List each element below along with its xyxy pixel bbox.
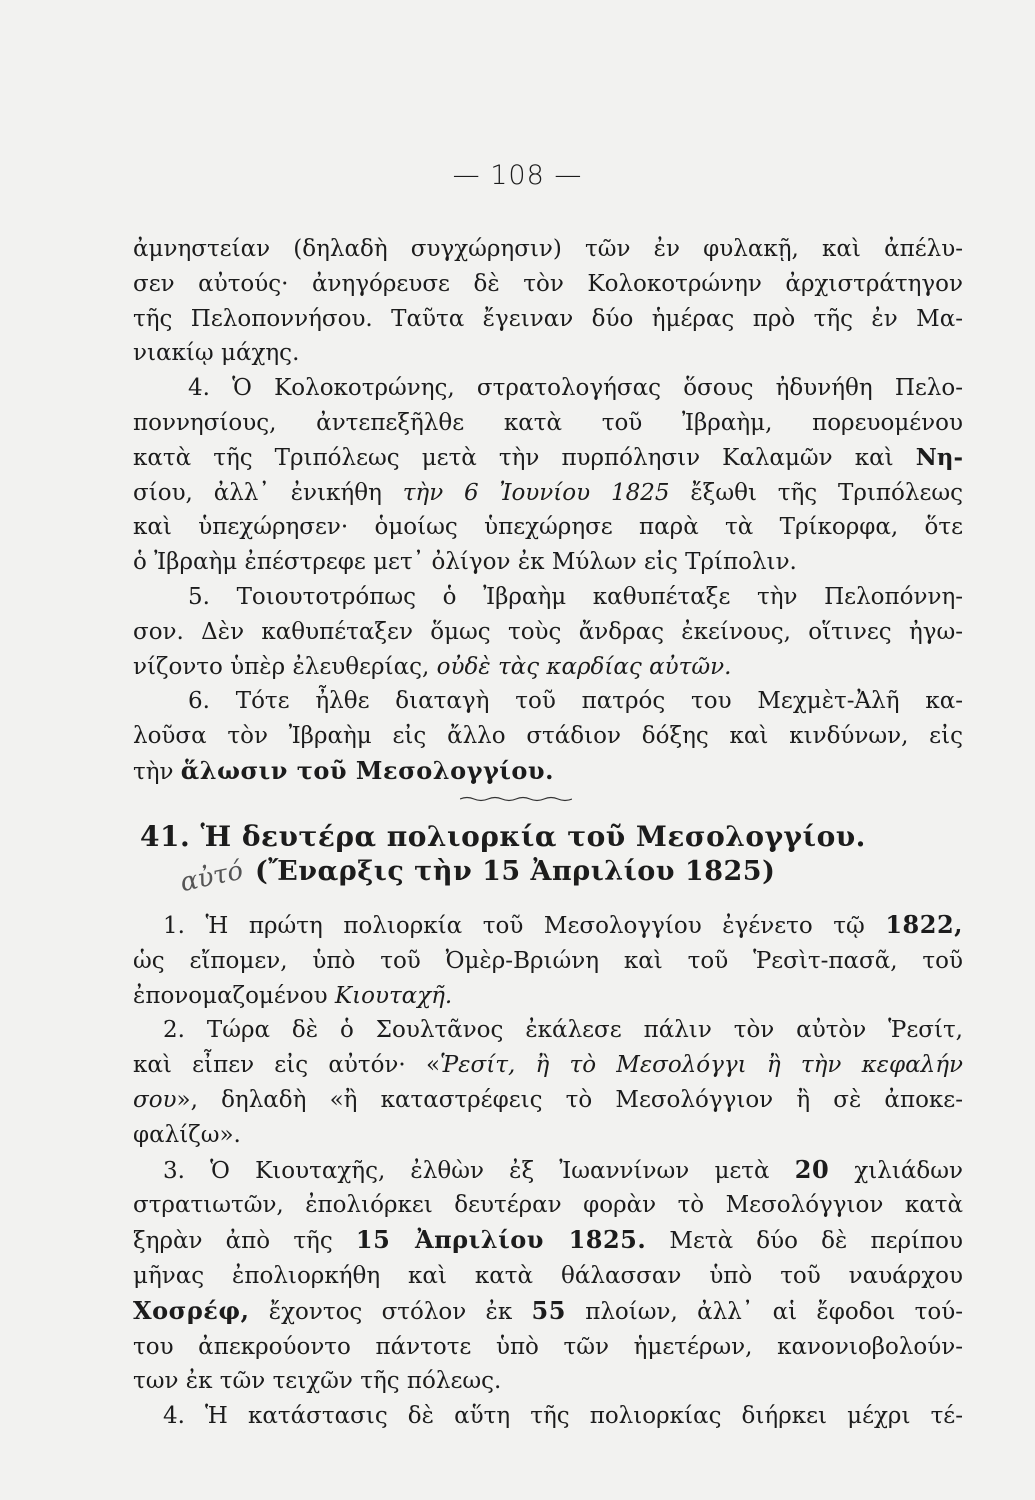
- page-number: — 108 —: [452, 160, 583, 191]
- paragraph-3-line: των ἐκ τῶν τειχῶν τῆς πόλεως.: [133, 1368, 502, 1395]
- paragraph-1-line: [133, 908, 963, 944]
- text-span: πλοίων, ἀλλ᾽ αἱ ἔφοδοι τού-: [565, 1298, 964, 1325]
- paragraph-4-line: [133, 476, 963, 511]
- italic-date: τὴν 6 Ἰουνίου 1825: [402, 479, 670, 506]
- text-span: Μετὰ δύο δὲ περίπου: [646, 1228, 963, 1255]
- bold-name: Χοσρέφ,: [133, 1295, 250, 1325]
- paragraph-6-line: [133, 754, 963, 790]
- paragraph-4-line: 4. Ἡ κατάστασις δὲ αὕτη τῆς πολιορκίας διήρκει μέχρι τέ-: [163, 1403, 963, 1430]
- text-span: καὶ εἶπεν εἰς αὐτόν· «: [133, 1052, 441, 1079]
- paragraph-4-line: ὁ Ἰβραὴμ ἐπέστρεφε μετ᾽ ὀλίγον ἐκ Μύλων εἰς Τρίπολιν.: [133, 549, 797, 576]
- italic-text: Κιουταχῆ.: [334, 982, 453, 1009]
- paragraph-6-line: 6. Τότε ἦλθε διαταγὴ τοῦ πατρός του Μεχμὲτ-Ἀλῆ κα-: [188, 688, 963, 715]
- paragraph-5-line: [133, 650, 963, 685]
- bold-year: 1822,: [885, 910, 963, 939]
- paragraph-3-line: μῆνας ἐπολιορκήθη καὶ κατὰ θάλασσαν ὑπὸ τοῦ ναυάρχου: [133, 1262, 963, 1289]
- paragraph-1-line: [133, 979, 963, 1014]
- text-span: κατὰ τῆς Τριπόλεως μετὰ τὴν πυρπόλησιν Καλαμῶν καὶ: [133, 444, 916, 471]
- text-span: ἔξωθι τῆς Τριπόλεως: [669, 479, 963, 506]
- paragraph-1-line: ὡς εἴπομεν, ὑπὸ τοῦ Ὀμὲρ-Βριώνη καὶ τοῦ Ῥεσὶτ-πασᾶ, τοῦ: [133, 947, 963, 974]
- text-line: ἀμνηστείαν (δηλαδὴ συγχώρησιν) τῶν ἐν φυλακῇ, καὶ ἀπέλυ-: [133, 236, 963, 262]
- paragraph-5-line: 5. Τοιουτοτρόπως ὁ Ἰβραὴμ καθυπέταξε τὴν Πελοπόννη-: [188, 583, 963, 610]
- bold-number: 55: [531, 1295, 566, 1325]
- paragraph-2-line: φαλίζω».: [133, 1121, 241, 1148]
- text-span: 1. Ἡ πρώτη πολιορκία τοῦ Μεσολογγίου ἐγένετο τῷ: [163, 913, 886, 939]
- handwritten-note: αὐτό: [177, 855, 246, 899]
- text-span: νίζοντο ὑπὲρ ἐλευθερίας,: [133, 653, 437, 680]
- paragraph-4-line: καὶ ὑπεχώρησεν· ὁμοίως ὑπεχώρησε παρὰ τὰ Τρίκορφα, ὅτε: [133, 514, 963, 541]
- italic-text: οὐδὲ τὰς καρδίας αὐτῶν.: [436, 653, 732, 680]
- paragraph-4-line: 4. Ὁ Κολοκοτρώνης, στρατολογήσας ὅσους ἠδυνήθη Πελο-: [188, 375, 963, 402]
- paragraph-6-line: λοῦσα τὸν Ἰβραὴμ εἰς ἄλλο στάδιον δόξης καὶ κινδύνων, εἰς: [133, 723, 963, 750]
- text-span: 3. Ὁ Κιουταχῆς, ἐλθὼν ἐξ Ἰωαννίνων μετὰ: [163, 1157, 795, 1184]
- section-subheading: (Ἔναρξις τὴν 15 Ἀπριλίου 1825): [255, 856, 776, 887]
- bold-text: ἅλωσιν τοῦ Μεσολογγίου.: [180, 755, 554, 785]
- paragraph-4-line: ποννησίους, ἀντεπεξῆλθε κατὰ τοῦ Ἰβραὴμ, πορευομένου: [133, 409, 963, 436]
- paragraph-2-line: 2. Τώρα δὲ ὁ Σουλτᾶνος ἐκάλεσε πάλιν τὸν αὐτὸν Ῥεσίτ,: [163, 1017, 963, 1044]
- paragraph-3-line: [133, 1223, 963, 1259]
- text-span: τὴν: [133, 758, 181, 785]
- paragraph-4-line: [133, 441, 963, 476]
- bold-number: 20: [794, 1154, 830, 1184]
- paragraph-3-line: [133, 1153, 963, 1189]
- text-line: νιακίῳ μάχης.: [133, 340, 300, 367]
- paragraph-2-line: [133, 1083, 963, 1118]
- text-block-2: [133, 908, 963, 1434]
- text-span: », δηλαδὴ «ἢ καταστρέφεις τὸ Μεσολόγγιον ἢ σὲ ἀποκε-: [176, 1086, 963, 1113]
- bold-text: Νη-: [915, 443, 963, 471]
- text-span: ἐπονομαζομένου: [133, 982, 335, 1009]
- paragraph-3-line: στρατιωτῶν, ἐπολιόρκει δευτέραν φορὰν τὸ Μεσολόγγιον κατὰ: [133, 1192, 963, 1219]
- bold-date: 15 Ἀπριλίου 1825.: [355, 1225, 647, 1255]
- text-line: τῆς Πελοποννήσου. Ταῦτα ἔγειναν δύο ἡμέρας πρὸ τῆς ἐν Μα-: [133, 305, 963, 332]
- text-block-1: [133, 232, 963, 790]
- paragraph-3-line: [133, 1294, 963, 1330]
- text-span: ἔχοντος στόλον ἐκ: [249, 1298, 532, 1325]
- text-span: σίου, ἀλλ᾽ ἐνικήθη: [133, 479, 403, 506]
- paragraph-2-line: [133, 1048, 963, 1083]
- italic-quote: Ῥεσίτ, ἢ τὸ Μεσολόγγι ἢ τὴν κεφαλήν: [440, 1052, 963, 1079]
- section-heading: 41. Ἡ δευτέρα πολιορκία τοῦ Μεσολογγίου.: [140, 820, 866, 853]
- section-divider: [460, 796, 572, 802]
- text-line: σεν αὐτούς· ἀνηγόρευσε δὲ τὸν Κολοκοτρώνην ἀρχιστράτηγον: [133, 270, 963, 297]
- text-span: χιλιάδων: [829, 1157, 963, 1184]
- italic-quote: σου: [133, 1086, 177, 1113]
- text-span: ξηρὰν ἀπὸ τῆς: [133, 1228, 356, 1255]
- paragraph-3-line: του ἀπεκρούοντο πάντοτε ὑπὸ τῶν ἡμετέρων, κανονιοβολούν-: [133, 1333, 963, 1360]
- paragraph-5-line: σον. Δὲν καθυπέταξεν ὅμως τοὺς ἄνδρας ἐκείνους, οἵτινες ἠγω-: [133, 618, 963, 645]
